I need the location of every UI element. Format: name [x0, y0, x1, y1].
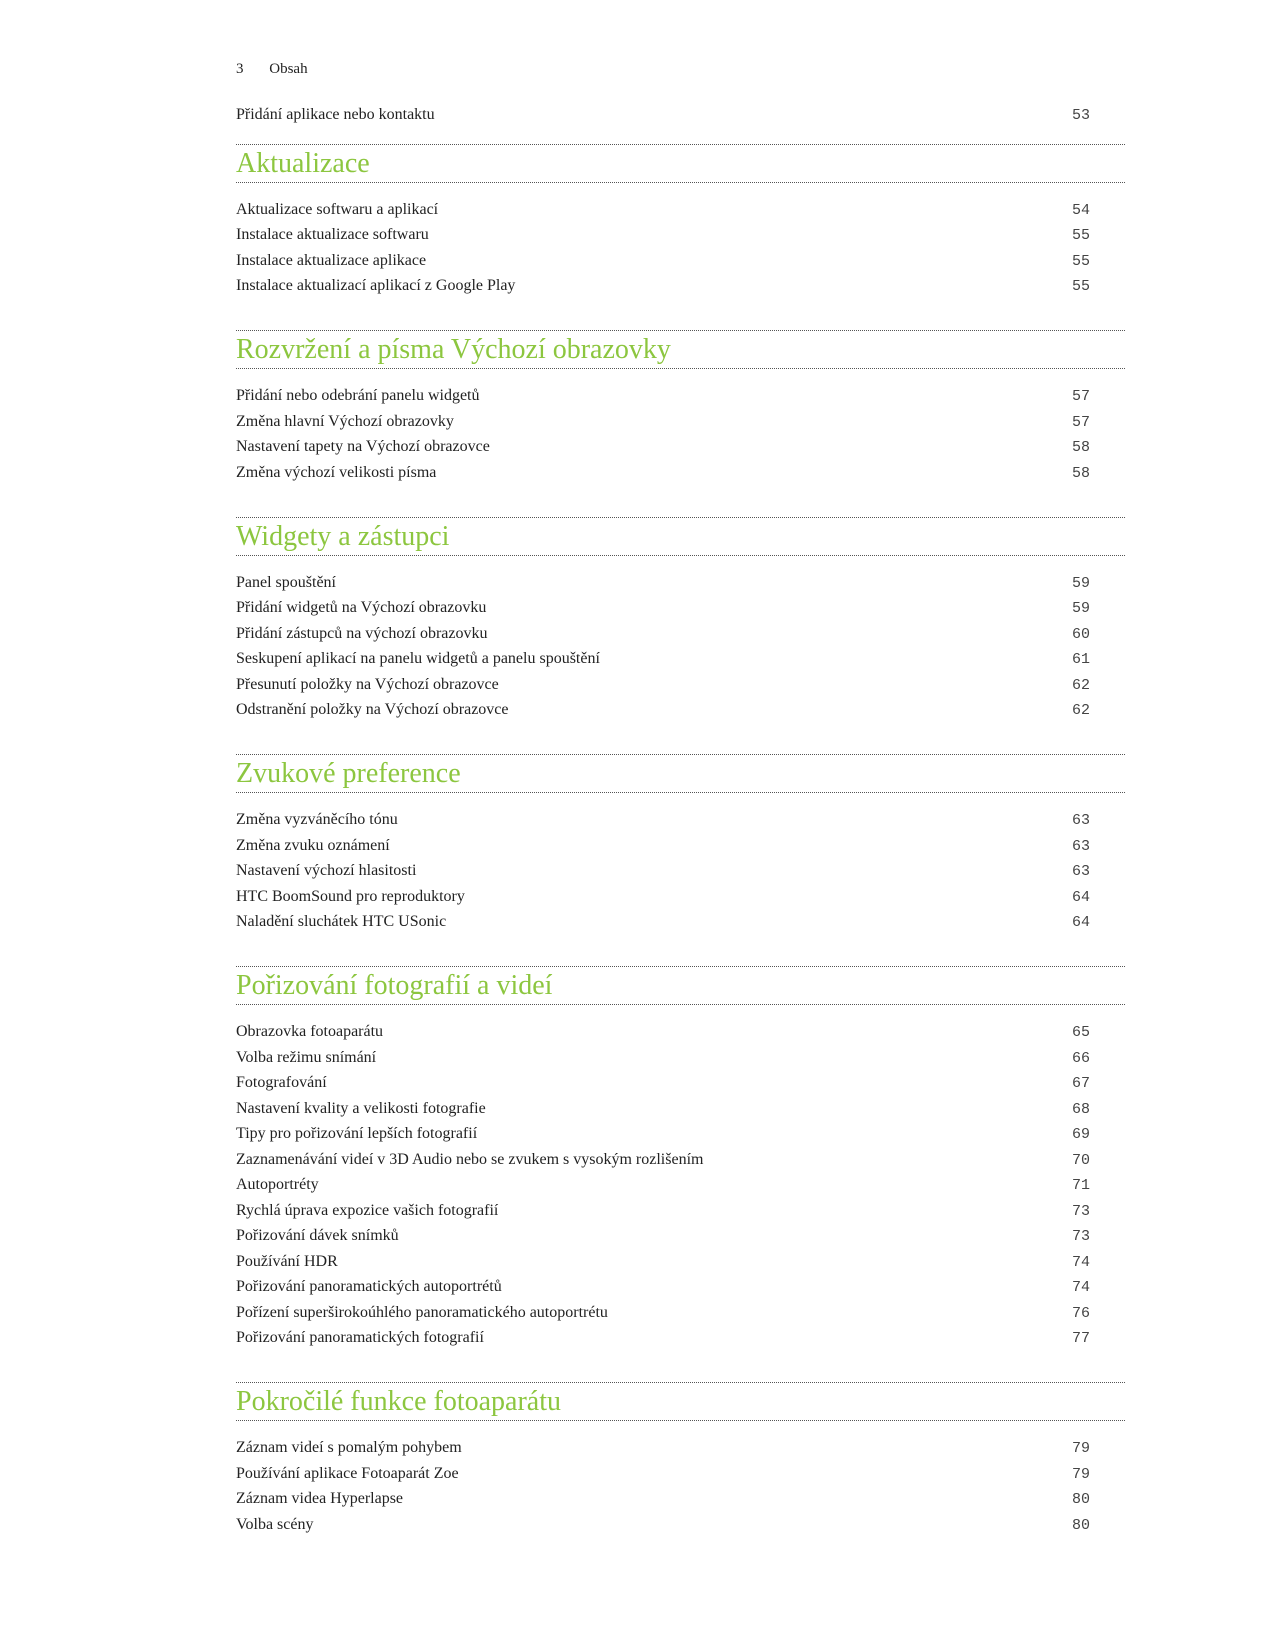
- toc-entry[interactable]: [236, 811, 1125, 837]
- toc-entry-page-number: 63: [1071, 837, 1090, 855]
- dotted-divider: [236, 1420, 1125, 1421]
- toc-entry-label: Rychlá úprava expozice vašich fotografií: [236, 1201, 499, 1219]
- page-title: Obsah: [269, 61, 308, 77]
- dotted-divider: [236, 368, 1125, 369]
- section-heading[interactable]: Widgety a zástupci: [236, 520, 450, 552]
- toc-entry-label: Pořizování panoramatických autoportrétů: [236, 1278, 502, 1295]
- toc-entry-label: Autoportréty: [236, 1176, 319, 1193]
- toc-entry-label: Obrazovka fotoaparátu: [236, 1023, 384, 1040]
- toc-entry[interactable]: [236, 1329, 1125, 1355]
- toc-entry-page-number: 64: [1071, 914, 1090, 931]
- toc-entry-label: Používání aplikace Fotoaparát Zoe: [236, 1464, 459, 1482]
- toc-entry-label: Nastavení výchozí hlasitosti: [236, 862, 417, 879]
- toc-entry[interactable]: [236, 862, 1125, 888]
- toc-entry[interactable]: [236, 106, 1125, 132]
- toc-entry-label: Naladění sluchátek HTC USonic: [236, 913, 447, 930]
- toc-entry-label: Nastavení tapety na Výchozí obrazovce: [236, 438, 490, 455]
- dotted-divider: [236, 792, 1125, 793]
- toc-entry[interactable]: [236, 1227, 1125, 1253]
- toc-entry[interactable]: [236, 837, 1125, 863]
- toc-entry-page-number: 53: [1071, 107, 1090, 124]
- dotted-divider: [236, 182, 1125, 183]
- toc-entry[interactable]: [236, 701, 1125, 727]
- toc-entry-label: Nastavení kvality a velikosti fotografie: [236, 1099, 486, 1117]
- toc-entry[interactable]: [236, 625, 1125, 651]
- toc-entry[interactable]: [236, 1049, 1125, 1075]
- toc-entry-page-number: 55: [1071, 252, 1090, 270]
- toc-entry-label: Odstranění položky na Výchozí obrazovce: [236, 701, 509, 718]
- toc-entry[interactable]: [236, 438, 1125, 464]
- toc-entry-label: Tipy pro pořizování lepších fotografií: [236, 1125, 478, 1142]
- toc-entry-page-number: 57: [1071, 413, 1090, 431]
- toc-entry-label: Pořízení superširokoúhlého panoramatického autoportrétu: [236, 1303, 608, 1321]
- toc-entry-page-number: 58: [1071, 464, 1090, 482]
- toc-entry[interactable]: [236, 226, 1125, 252]
- dotted-divider: [236, 966, 1125, 967]
- toc-entry-label: Přesunutí položky na Výchozí obrazovce: [236, 675, 499, 693]
- toc-entry-page-number: 70: [1071, 1151, 1090, 1169]
- toc-entry[interactable]: [236, 1074, 1125, 1100]
- toc-entry[interactable]: [236, 1176, 1125, 1202]
- toc-entry-page-number: 57: [1071, 388, 1090, 405]
- toc-entry[interactable]: [236, 1253, 1125, 1279]
- toc-entry-page-number: 63: [1071, 863, 1090, 880]
- toc-entry[interactable]: [236, 464, 1125, 490]
- toc-entry-page-number: 66: [1071, 1049, 1090, 1067]
- toc-entry[interactable]: [236, 413, 1125, 439]
- dotted-divider: [236, 1004, 1125, 1005]
- toc-entry-label: Přidání zástupců na výchozí obrazovku: [236, 624, 488, 642]
- toc-entry[interactable]: [236, 1465, 1125, 1491]
- toc-entry-label: Fotografování: [236, 1074, 327, 1091]
- toc-entry-label: Pořizování dávek snímků: [236, 1227, 399, 1244]
- toc-entry-label: Změna vyzváněcího tónu: [236, 811, 398, 828]
- toc-entry-label: Instalace aktualizace softwaru: [236, 226, 429, 243]
- toc-entry-page-number: 80: [1071, 1516, 1090, 1534]
- toc-entry[interactable]: [236, 1439, 1125, 1465]
- toc-entry-label: HTC BoomSound pro reproduktory: [236, 887, 465, 905]
- toc-entry-page-number: 65: [1071, 1024, 1090, 1041]
- toc-entry-page-number: 80: [1071, 1491, 1090, 1508]
- toc-entry-page-number: 63: [1071, 812, 1090, 829]
- toc-entry-page-number: 77: [1071, 1330, 1090, 1347]
- section-heading[interactable]: Aktualizace: [236, 147, 370, 179]
- section-heading[interactable]: Pokročilé funkce fotoaparátu: [236, 1386, 561, 1417]
- toc-entry-page-number: 62: [1071, 676, 1090, 694]
- toc-entry-page-number: 60: [1071, 625, 1090, 643]
- toc-entry[interactable]: [236, 1516, 1125, 1542]
- toc-entry-page-number: 64: [1071, 888, 1090, 906]
- toc-entry-page-number: 58: [1071, 439, 1090, 456]
- toc-entry-label: Aktualizace softwaru a aplikací: [236, 200, 439, 218]
- dotted-divider: [236, 330, 1125, 331]
- dotted-divider: [236, 144, 1125, 145]
- toc-entry[interactable]: [236, 1151, 1125, 1177]
- toc-entry-label: Změna zvuku oznámení: [236, 836, 390, 854]
- toc-entry-page-number: 59: [1071, 600, 1090, 617]
- toc-entry[interactable]: [236, 1023, 1125, 1049]
- toc-entry-label: Pořizování panoramatických fotografií: [236, 1329, 484, 1346]
- toc-entry-page-number: 55: [1071, 278, 1090, 295]
- toc-entry-page-number: 67: [1071, 1075, 1090, 1092]
- toc-entry-page-number: 74: [1071, 1279, 1090, 1296]
- page-header: [236, 61, 308, 78]
- toc-entry[interactable]: [236, 888, 1125, 914]
- toc-entry[interactable]: [236, 277, 1125, 303]
- dotted-divider: [236, 1382, 1125, 1383]
- dotted-divider: [236, 517, 1125, 518]
- toc-entry-page-number: 73: [1071, 1228, 1090, 1245]
- toc-entry[interactable]: [236, 201, 1125, 227]
- toc-entry[interactable]: [236, 676, 1125, 702]
- toc-entry-label: Instalace aktualizací aplikací z Google Play: [236, 277, 516, 294]
- toc-entry[interactable]: [236, 650, 1125, 676]
- toc-entry-page-number: 59: [1071, 574, 1090, 592]
- toc-entry-page-number: 55: [1071, 227, 1090, 244]
- toc-entry-label: Přidání widgetů na Výchozí obrazovku: [236, 599, 487, 616]
- toc-entry[interactable]: [236, 1490, 1125, 1516]
- toc-entry-label: Přidání aplikace nebo kontaktu: [236, 106, 435, 123]
- toc-entry-label: Panel spouštění: [236, 573, 336, 591]
- toc-entry-page-number: 79: [1071, 1440, 1090, 1457]
- toc-entry-label: Volba režimu snímání: [236, 1048, 377, 1066]
- toc-entry-label: Změna hlavní Výchozí obrazovky: [236, 412, 454, 430]
- page-number: 3: [236, 61, 244, 77]
- toc-entry-label: Záznam videí s pomalým pohybem: [236, 1439, 462, 1456]
- toc-entry-page-number: 74: [1071, 1253, 1090, 1271]
- toc-entry-page-number: 71: [1071, 1177, 1090, 1194]
- section-heading[interactable]: Pořizování fotografií a videí: [236, 970, 553, 1001]
- toc-entry-page-number: 61: [1071, 651, 1090, 668]
- toc-entry-page-number: 62: [1071, 702, 1090, 719]
- toc-entry-label: Volba scény: [236, 1515, 314, 1533]
- toc-entry-label: Záznam videa Hyperlapse: [236, 1490, 404, 1507]
- toc-entry[interactable]: [236, 574, 1125, 600]
- toc-entry-label: Přidání nebo odebrání panelu widgetů: [236, 387, 480, 404]
- toc-entry[interactable]: [236, 1100, 1125, 1126]
- toc-entry[interactable]: [236, 913, 1125, 939]
- toc-entry[interactable]: [236, 252, 1125, 278]
- toc-entry-label: Používání HDR: [236, 1252, 338, 1270]
- toc-entry[interactable]: [236, 387, 1125, 413]
- toc-entry-page-number: 76: [1071, 1304, 1090, 1322]
- toc-entry[interactable]: [236, 1202, 1125, 1228]
- toc-entry-label: Změna výchozí velikosti písma: [236, 463, 437, 481]
- section-heading[interactable]: Rozvržení a písma Výchozí obrazovky: [236, 334, 671, 365]
- toc-entry-page-number: 68: [1071, 1100, 1090, 1118]
- toc-entry-page-number: 79: [1071, 1465, 1090, 1483]
- toc-entry[interactable]: [236, 1125, 1125, 1151]
- section-heading[interactable]: Zvukové preference: [236, 758, 461, 789]
- toc-entry-label: Zaznamenávání videí v 3D Audio nebo se zvukem s vysokým rozlišením: [236, 1150, 704, 1168]
- toc-entry-page-number: 73: [1071, 1202, 1090, 1220]
- toc-entry-page-number: 54: [1071, 201, 1090, 219]
- toc-entry-label: Instalace aktualizace aplikace: [236, 251, 427, 269]
- toc-entry-page-number: 69: [1071, 1126, 1090, 1143]
- dotted-divider: [236, 555, 1125, 556]
- dotted-divider: [236, 754, 1125, 755]
- toc-entry[interactable]: [236, 1304, 1125, 1330]
- toc-entry[interactable]: [236, 1278, 1125, 1304]
- toc-entry[interactable]: [236, 599, 1125, 625]
- toc-entry-label: Seskupení aplikací na panelu widgetů a panelu spouštění: [236, 650, 600, 667]
